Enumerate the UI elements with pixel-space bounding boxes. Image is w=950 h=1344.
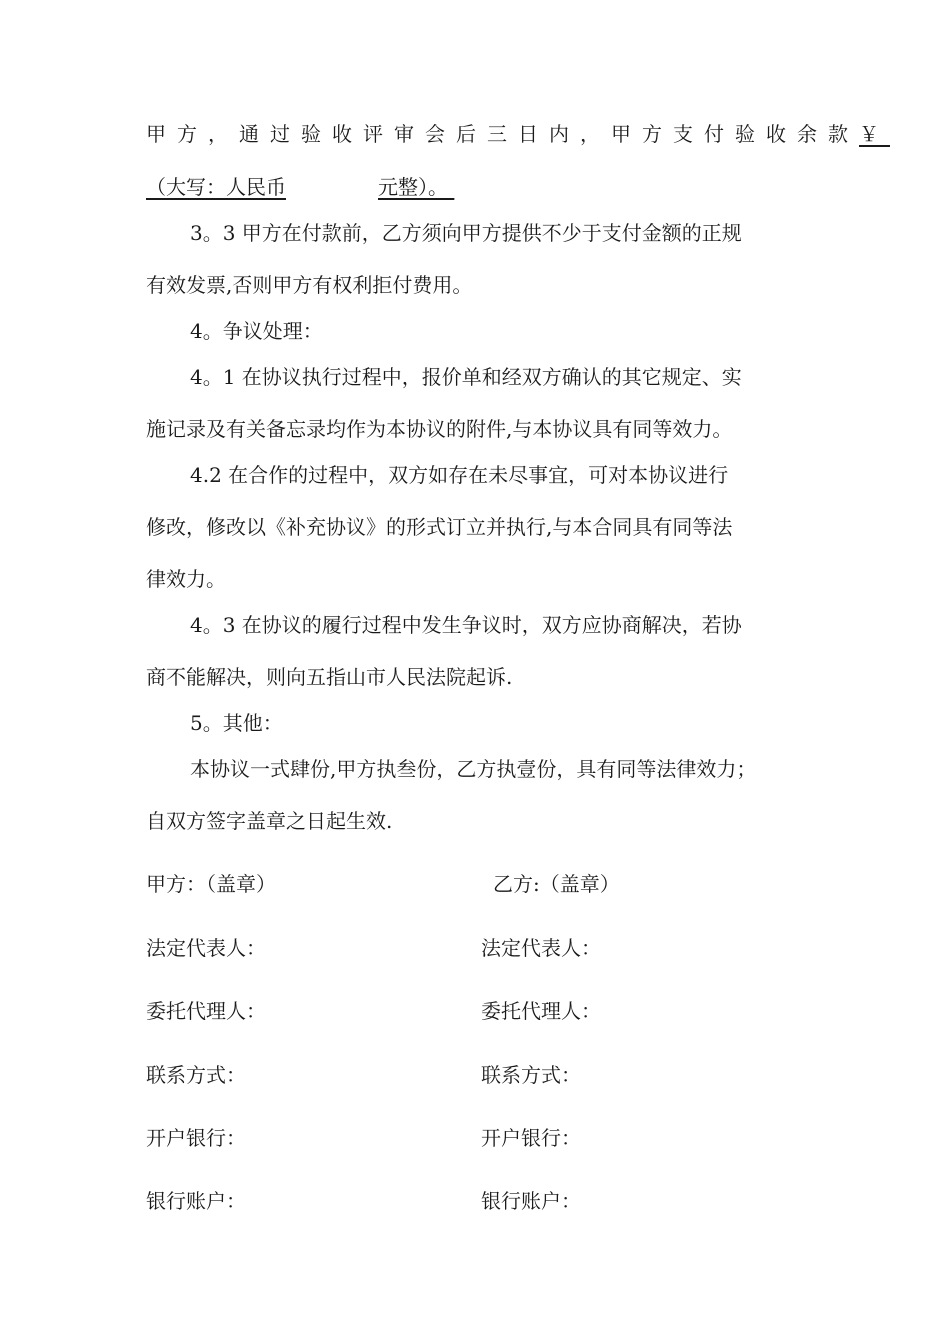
section-4-heading: 4。争议处理： (190, 319, 323, 343)
clause-4-3-line-2: 商不能解决，则向五指山市人民法院起诉. (146, 665, 513, 689)
payment-text: 甲方，通过验收评审会后三日内，甲方支付验收余款 (146, 122, 859, 146)
clause-4-2-line-1: 4.2 在合作的过程中，双方如存在未尽事宜，可对本协议进行 (190, 463, 729, 487)
clause-4-2-line-2: 修改，修改以《补充协议》的形式订立并执行,与本合同具有同等法 (146, 515, 733, 539)
clause-3-3-line-1: 3。3 甲方在付款前，乙方须向甲方提供不少于支付金额的正规 (190, 221, 742, 245)
party-b-agent-label: 委托代理人： (481, 999, 601, 1023)
party-a-legal-rep-label: 法定代表人： (146, 936, 266, 960)
party-a-account-label: 银行账户： (146, 1189, 246, 1213)
party-a-seal-label: 甲方：（盖章） (146, 872, 276, 896)
clause-3-3-line-2: 有效发票,否则甲方有权利拒付费用。 (146, 273, 473, 297)
clause-4-2-line-3: 律效力。 (146, 567, 226, 591)
clause-4-3-line-1: 4。3 在协议的履行过程中发生争议时，双方应协商解决，若协 (190, 613, 742, 637)
amount-in-words-label: （大写：人民币 (146, 175, 286, 199)
party-b-account-label: 银行账户： (481, 1189, 581, 1213)
party-b-bank-label: 开户银行： (481, 1126, 581, 1150)
clause-4-1-line-1: 4。1 在协议执行过程中，报价单和经双方确认的其它规定、实 (190, 365, 742, 389)
section-5-heading: 5。其他： (190, 711, 283, 735)
paragraph-payment-line-2 (146, 173, 454, 201)
clause-4-1-line-2: 施记录及有关备忘录均作为本协议的附件,与本协议具有同等效力。 (146, 417, 733, 441)
party-b-legal-rep-label: 法定代表人： (481, 936, 601, 960)
party-a-agent-label: 委托代理人： (146, 999, 266, 1023)
party-a-contact-label: 联系方式： (146, 1063, 246, 1087)
clause-5-line-1: 本协议一式肆份,甲方执叁份，乙方执壹份，具有同等法律效力； (190, 757, 757, 781)
party-a-bank-label: 开户银行： (146, 1126, 246, 1150)
party-b-contact-label: 联系方式： (481, 1063, 581, 1087)
clause-5-line-2: 自双方签字盖章之日起生效. (146, 809, 393, 833)
party-b-seal-label: 乙方:（盖章） (493, 872, 620, 896)
amount-suffix: 元整）。 (378, 175, 448, 199)
paragraph-payment-line-1 (146, 120, 890, 148)
currency-symbol: ￥ (859, 122, 890, 146)
